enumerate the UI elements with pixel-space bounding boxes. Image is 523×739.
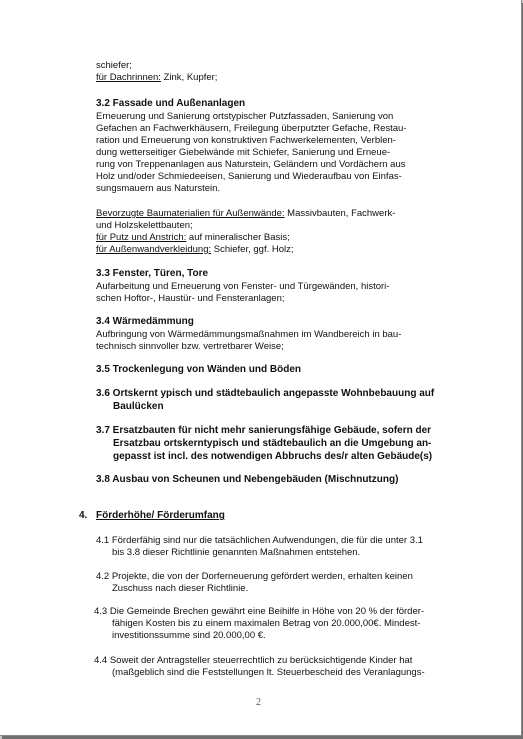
text-line: rung von Treppenanlagen aus Naturstein, Geländern und Vordächern aus — [96, 159, 406, 170]
list-item-line: fähigen Kosten bis zu einem maximalen Betrag von 20.000,00€. Mindest- — [112, 618, 421, 629]
list-item-line: 4.1 Förderfähig sind nur die tatsächlichen Aufwendungen, die für die unter 3.1 — [96, 535, 423, 546]
material-label: für Außenwandverkleidung: — [96, 244, 212, 255]
list-item-line: Zuschuss nach dieser Richtlinie. — [112, 583, 249, 594]
text-line: technisch sinnvoller bzw. vertretbarer Weise; — [96, 341, 284, 352]
text-line — [96, 232, 290, 244]
text-line: sungsmauern aus Naturstein. — [96, 183, 221, 194]
list-item-line: 4.3 Die Gemeinde Brechen gewährt eine Beihilfe in Höhe von 20 % der förder- — [94, 606, 425, 617]
material-value: auf mineralischer Basis; — [186, 232, 290, 243]
section-heading-3-3: 3.3 Fenster, Türen, Tore — [96, 268, 209, 279]
text-line: schiefer; — [96, 60, 132, 71]
material-value: Schiefer, ggf. Holz; — [211, 244, 294, 255]
section-number: 4. — [79, 510, 88, 521]
text-line: dung wetterseitiger Giebelwände mit Schiefer, Sanierung und Erneue- — [96, 147, 391, 158]
text-line — [96, 208, 395, 220]
material-label: Bevorzugte Baumaterialien für Außenwände: — [96, 208, 285, 219]
material-value: Zink, Kupfer; — [160, 72, 218, 83]
list-item-line: (maßgeblich sind die Feststellungen lt. Steuerbescheid des Veranlagungs- — [112, 667, 425, 678]
list-item-line: 4.4 Soweit der Antragsteller steuerrechtlich zu berücksichtigende Kinder hat — [94, 655, 413, 666]
material-label: für Dachrinnen: — [96, 72, 161, 83]
list-item-line: 4.2 Projekte, die von der Dorferneuerung gefördert werden, erhalten keinen — [96, 571, 413, 582]
text-line: Aufbringung von Wärmedämmungsmaßnahmen im Wandbereich in bau- — [96, 329, 402, 340]
section-heading-3-7-cont: gepasst ist incl. des notwendigen Abbruchs des/r alten Gebäude(s) — [113, 451, 433, 462]
text-line: schen Hoftor-, Haustür- und Fensteranlagen; — [96, 293, 285, 304]
section-heading-3-6-cont: Baulücken — [113, 401, 164, 412]
text-line — [96, 244, 294, 256]
section-heading-3-7-cont: Ersatzbau ortskerntypisch und städtebaulich an die Umgebung an- — [113, 438, 432, 449]
text-line: Gefachen an Fachwerkhäusern, Freilegung überputzter Gefache, Restau- — [96, 123, 407, 134]
section-heading-3-4: 3.4 Wärmedämmung — [96, 316, 194, 327]
material-label: für Putz und Anstrich: — [96, 232, 187, 243]
page-number: 2 — [256, 697, 261, 708]
text-line: Erneuerung und Sanierung ortstypischer Putzfassaden, Sanierung von — [96, 111, 394, 122]
text-line: Aufarbeitung und Erneuerung von Fenster- und Türgewänden, histori- — [96, 281, 390, 292]
text-line: ration und Erneuerung von konstruktiven Fachwerkelementen, Verblen- — [96, 135, 396, 146]
section-heading-3-5: 3.5 Trockenlegung von Wänden und Böden — [96, 364, 302, 375]
section-heading-3-7: 3.7 Ersatzbauten für nicht mehr sanierungsfähige Gebäude, sofern der — [96, 425, 432, 436]
section-heading-3-8: 3.8 Ausbau von Scheunen und Nebengebäuden (Mischnutzung) — [96, 474, 399, 485]
text-line: und Holzskelettbauten; — [96, 220, 193, 231]
list-item-line: bis 3.8 dieser Richtlinie genannten Maßnahmen entstehen. — [112, 547, 361, 558]
text-line — [96, 72, 217, 84]
list-item-line: investitionssumme sind 20.000,00 €. — [112, 630, 266, 641]
section-heading-3-6: 3.6 Ortskernt ypisch und städtebaulich angepasste Wohnbebauung auf — [96, 388, 435, 399]
text-line: Holz und/oder Schmiedeeisen, Sanierung und Wiederaufbau von Einfas- — [96, 171, 402, 182]
material-value: Massivbauten, Fachwerk- — [284, 208, 396, 219]
section-title: Förderhöhe/ Förderumfang — [96, 510, 225, 521]
section-heading-3-2: 3.2 Fassade und Außenanlagen — [96, 98, 246, 109]
